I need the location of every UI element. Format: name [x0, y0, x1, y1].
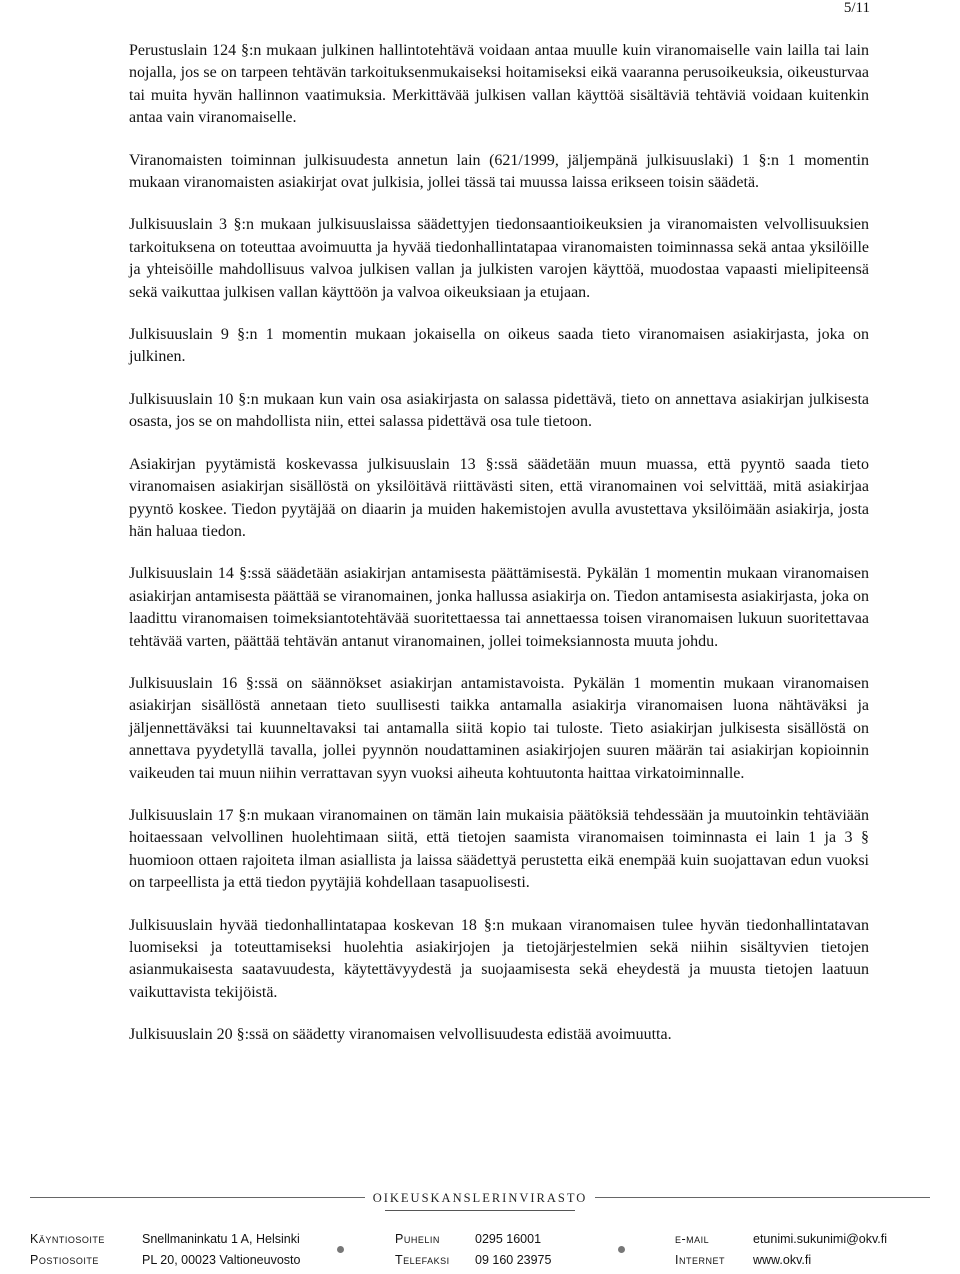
postal-address-value: PL 20, 00023 Valtioneuvosto [142, 1253, 301, 1267]
footer-contact-info [30, 1232, 940, 1274]
paragraph: Julkisuuslain 14 §:ssä säädetään asiakirjan antamisesta päättämisestä. Pykälän 1 momentin mukaan viranomaisen asiakirjan antamisesta päättää se viranomainen, jonka hallussa asiakirja on. Tiedon antamisesta asiakirjasta, joka on laadittu viranomaisen toimeksiantotehtävää suoritettaessa tai annettaessa toisen viranomaisen lukuun suoritettavaa tehtävää varten, päättää tehtävän antanut viranomainen, jollei toimeksiannosta muuta johdu. [129, 565, 869, 650]
separator-dot-icon [337, 1246, 344, 1253]
email-link[interactable]: etunimi.sukunimi@okv.fi [753, 1232, 888, 1246]
paragraph: Julkisuuslain 17 §:n mukaan viranomainen on tämän lain mukaisia päätöksiä tehdessään ja muutoinkin tehtäviään hoitaessaan velvollinen huolehtimaan siitä, että tietojen saamista viranomaisen toiminnasta ei lain 1 ja 3 § huomioon ottaen rajoiteta ilman asiallista ja laissa säädettyä perustetta eikä enempää kuin suojattavan edun vuoksi on tarpeellista ja että tiedon pyytäjiä kohdellaan tasapuolisesti. [129, 806, 869, 892]
paragraph: Julkisuuslain 10 §:n mukaan kun vain osa asiakirjasta on salassa pidettävä, tieto on annettava asiakirjan julkisesta osasta, jos se on mahdollista niin, ettei salassa pidettävä osa tule tietoon. [129, 390, 869, 431]
separator-dot-icon [618, 1246, 625, 1253]
phone-label: Puhelin [395, 1232, 440, 1246]
logo-underline [385, 1210, 575, 1211]
email-label: e-mail [675, 1232, 710, 1246]
logo-text: OIKEUSKANSLERINVIRASTO [372, 1191, 588, 1205]
paragraph: Asiakirjan pyytämistä koskevassa julkisuuslain 13 §:ssä säädetään muun muassa, että pyyntö saada tieto viranomaisen asiakirjan sisällöstä on yksilöitävä riittävästi siten, että viranomainen voi selvittää, mitä asiakirjaa pyyntö koskee. Tiedon pyytäjää on diaarin ja muiden hakemistojen avulla avustettava yksilöimään asiakirja, josta hän haluaa tiedon. [129, 455, 869, 540]
fax-label: Telefaksi [395, 1253, 450, 1267]
postal-address-label: Postiosoite [30, 1253, 99, 1267]
website-link[interactable]: www.okv.fi [753, 1253, 812, 1267]
paragraph: Julkisuuslain 16 §:ssä on säännökset asiakirjan antamistavoista. Pykälän 1 momentin mukaan viranomaisen asiakirjan sisällöstä annetaan tieto suullisesti taikka antamalla asiakirja viranomaisen luona nähtäväksi ja jäljennettäväksi tai kuunneltavaksi tai antamalla siitä kopio tai tuloste. Tieto asiakirjan julkisesta sisällöstä on annettava pyydetyllä tavalla, jollei pyynnön noudattaminen asiakirjojen suuren määrän tai asiakirjan kopioinnin vaikeuden tai muun niihin verrattavan syyn vuoksi aiheuta kohtuutonta haittaa virkatoiminnalle. [129, 674, 869, 782]
internet-label: Internet [675, 1253, 725, 1267]
fax-value: 09 160 23975 [475, 1253, 552, 1267]
paragraph: Julkisuuslain 3 §:n mukaan julkisuuslaissa säädettyjen tiedonsaantioikeuksien ja viranomaisten velvollisuuksien tarkoituksena on toteuttaa avoimuutta ja hyvää tiedonhallintatapaa viranomaisten toiminnassa sekä antaa yksilöille ja yhteisöille mahdollisuus valvoa julkisen vallan ja julkisten varojen käyttöä, muodostaa vapaasti mielipiteensä sekä vaikuttaa julkisen vallan käyttöön ja valvoa oikeuksiaan ja etujaan. [129, 216, 869, 301]
paragraph: Perustuslain 124 §:n mukaan julkinen hallintotehtävä voidaan antaa muulle kuin viranomaiselle vain lailla tai lain nojalla, jos se on tarpeen tehtävän tarkoituksenmukaiseksi hoitamiseksi eikä vaaranna perusoikeuksia, oikeusturvaa tai muita hyvän hallinnon vaatimuksia. Merkittävää julkisen vallan käyttöä sisältäviä tehtäviä voidaan kuitenkin antaa vain viranomaiselle. [129, 42, 869, 127]
page-number: 5/11 [843, 0, 870, 16]
paragraph: Viranomaisten toiminnan julkisuudesta annetun lain (621/1999, jäljempänä julkisuuslaki) 1 §:n 1 momentin mukaan viranomaisten asiakirjat ovat julkisia, jollei tässä tai muussa laissa erikseen toisin säädetä. [129, 151, 869, 192]
footer-row-2 [30, 1253, 940, 1274]
document-body [129, 40, 869, 1067]
visit-address-label: Käyntiosoite [30, 1232, 105, 1246]
organization-logo [365, 1187, 595, 1209]
footer-row-1 [30, 1232, 940, 1253]
paragraph: Julkisuuslain 20 §:ssä on säädetty viranomaisen velvollisuudesta edistää avoimuutta. [129, 1026, 672, 1044]
paragraph: Julkisuuslain hyvää tiedonhallintatapaa koskevan 18 §:n mukaan viranomaisen tulee hyvän tiedonhallintatavan luomiseksi ja toteuttamiseksi huolehtia asiakirjojen ja tietojärjestelmien sekä niihin sisältyvien tietojen asianmukaisesta saatavuudesta, käytettävyydestä ja suojaamisesta sekä eheydestä ja muusta tietojen laatuun vaikuttavista tekijöistä. [129, 916, 869, 1001]
phone-value: 0295 16001 [475, 1232, 542, 1246]
visit-address-value: Snellmaninkatu 1 A, Helsinki [142, 1232, 300, 1246]
paragraph: Julkisuuslain 9 §:n 1 momentin mukaan jokaisella on oikeus saada tieto viranomaisen asiakirjasta, joka on julkinen. [129, 326, 869, 366]
